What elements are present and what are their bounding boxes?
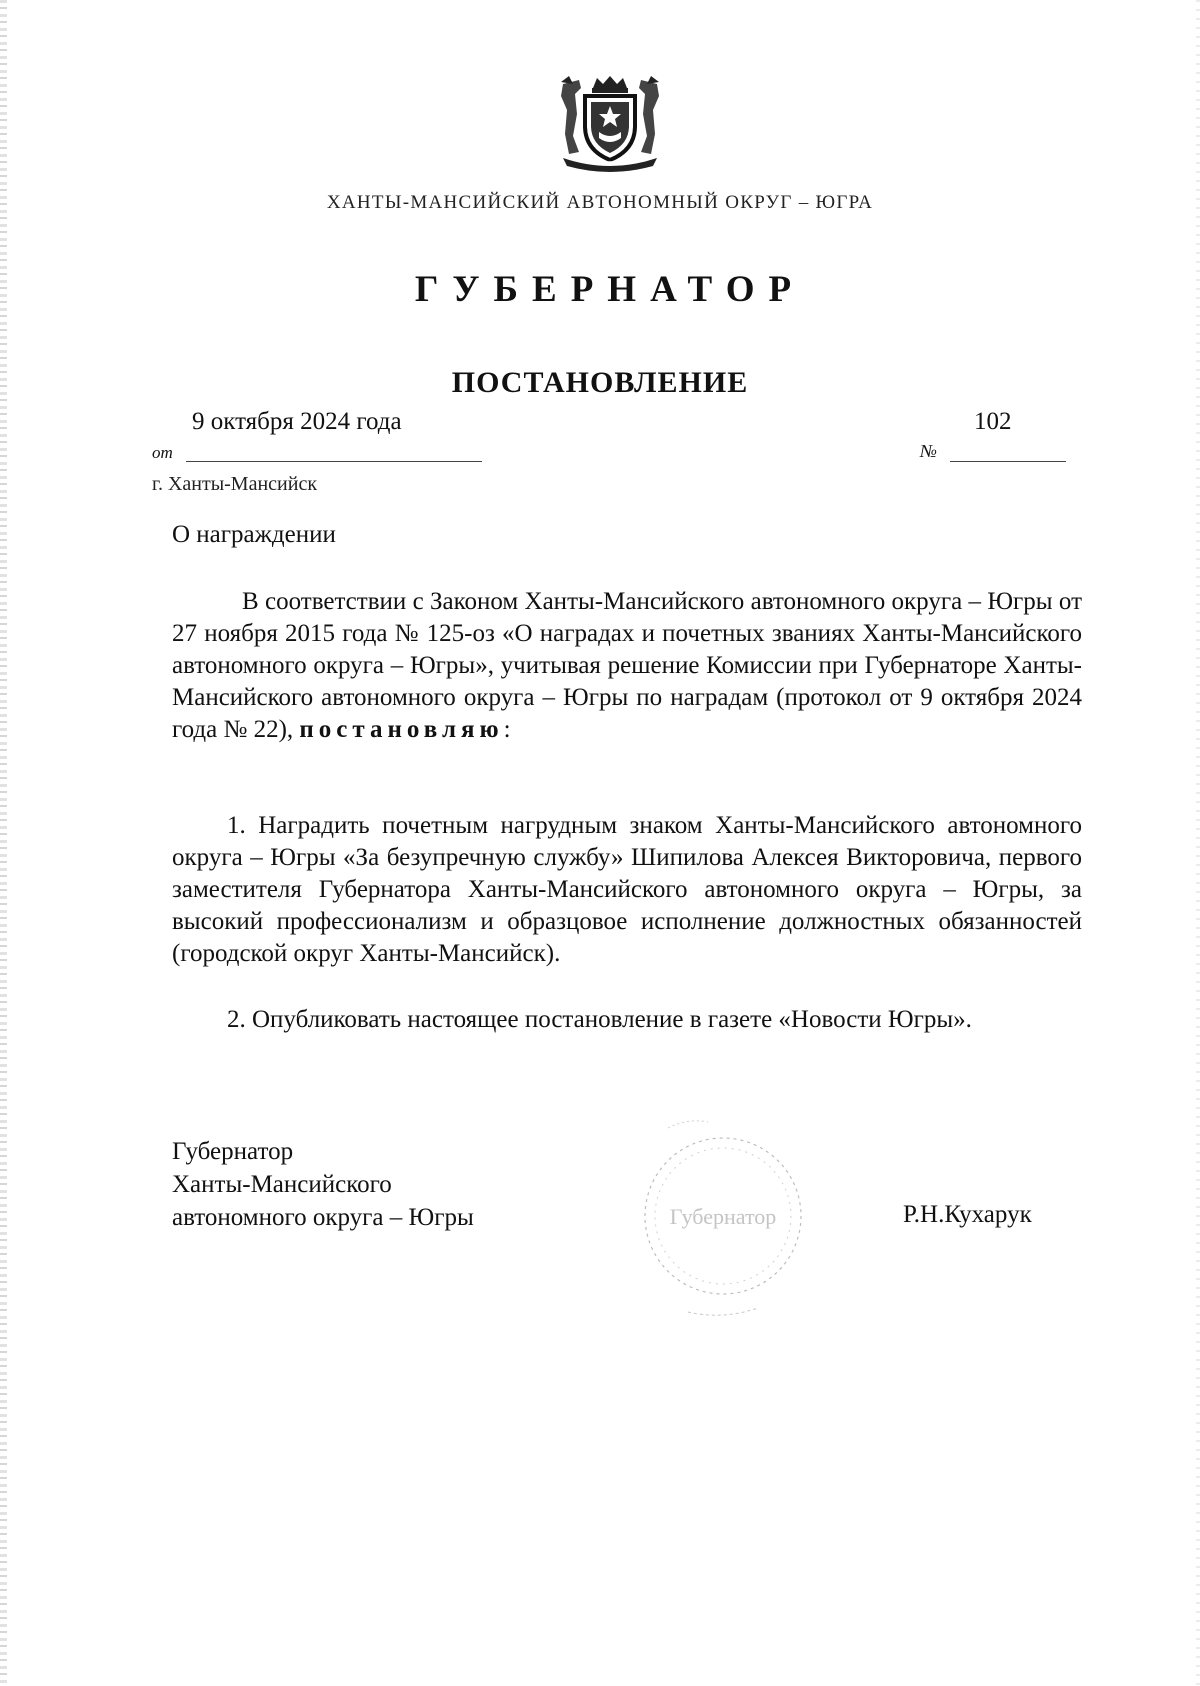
official-stamp	[628, 1098, 818, 1328]
decrees-suffix: :	[503, 716, 511, 743]
authority-title: ГУБЕРНАТОР	[414, 269, 806, 310]
preamble-text: В соответствии с Законом Ханты-Мансийского автономного округа – Югры от 27 ноября 2015 года № 125-оз «О наградах и почетных званиях Ханты-Мансийского автономного округа – Югры», учитывая решение Комиссии при Губернаторе Ханты-Мансийского автономного округа – Югры по наградам (протокол от 9 октября 2024 года № 22),	[172, 588, 1082, 743]
document-type: ПОСТАНОВЛЕНИЕ	[451, 366, 749, 399]
decree-item-1: 1. Наградить почетным нагрудным знаком Ханты-Мансийского автономного округа – Югры «За безупречную службу» Шипилова Алексея Викторовича, первого заместителя Губернатора Ханты-Мансийского автономного округа – Югры, за высокий профессионализм и образцовое исполнение должностных обязанностей (городской округ Ханты-Мансийск).	[172, 812, 1082, 967]
number-label: №	[920, 441, 937, 461]
coat-of-arms-icon	[555, 74, 665, 174]
city-name: г. Ханты-Мансийск	[152, 473, 318, 495]
signatory-title-line-1: Губернатор	[172, 1138, 294, 1165]
date-underline	[186, 461, 482, 462]
decrees-word: постановляю	[299, 716, 504, 743]
from-label: от	[152, 443, 173, 462]
signatory-title	[172, 1135, 474, 1234]
signatory-name: Р.Н.Кухарук	[903, 1201, 1032, 1228]
scan-edge-right	[1196, 0, 1200, 1686]
decree-item-2: 2. Опубликовать настоящее постановление в газете «Новости Югры».	[227, 1006, 972, 1033]
decree-date: 9 октября 2024 года	[192, 408, 402, 435]
number-underline	[950, 461, 1066, 462]
preamble-paragraph	[172, 586, 1082, 746]
scan-edge-left	[0, 0, 7, 1686]
signatory-title-line-3: автономного округа – Югры	[172, 1204, 474, 1231]
stamp-text: Губернатор	[669, 1204, 777, 1229]
signatory-title-line-2: Ханты-Мансийского	[172, 1171, 392, 1198]
decree-subject: О награждении	[172, 521, 336, 548]
decree-number: 102	[974, 408, 1012, 435]
region-name: ХАНТЫ-МАНСИЙСКИЙ АВТОНОМНЫЙ ОКРУГ – ЮГРА	[326, 192, 874, 213]
